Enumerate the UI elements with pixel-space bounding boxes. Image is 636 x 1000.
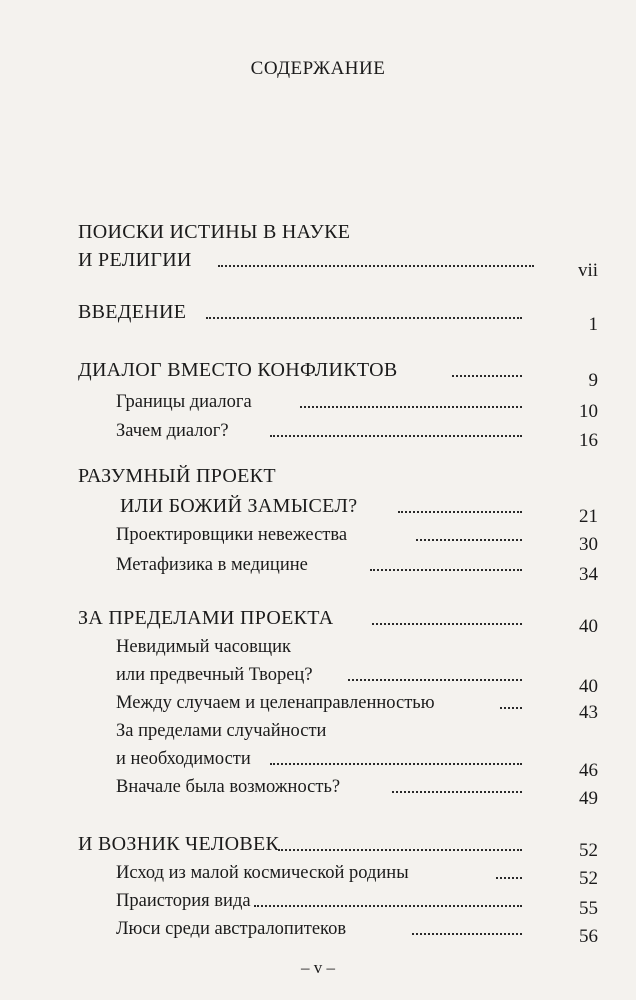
leader-dots (270, 435, 522, 437)
toc-page-number: 56 (579, 926, 598, 947)
toc-entry (0, 886, 636, 919)
toc-page-number: 52 (579, 840, 598, 861)
leader-dots (300, 406, 522, 408)
leader-dots (496, 877, 522, 879)
toc-entry-text: и необходимости (116, 749, 251, 769)
leader-dots (370, 569, 522, 571)
toc-page-number: 46 (579, 760, 598, 781)
toc-entry-text: ЗА ПРЕДЕЛАМИ ПРОЕКТА (78, 607, 334, 629)
toc-entry-text: Проектировщики невежества (116, 525, 348, 545)
toc-entry (0, 660, 636, 697)
toc-entry (0, 356, 636, 391)
leader-dots (348, 679, 522, 681)
leader-dots (372, 623, 522, 625)
toc-page-number: vii (577, 260, 598, 281)
toc-entry-text: Исход из малой космической родины (116, 863, 409, 883)
toc-page-number: 30 (579, 534, 598, 555)
page-number-footer: – v – (301, 958, 335, 977)
leader-dots (398, 511, 522, 513)
leader-dots (278, 849, 522, 851)
leader-dots (218, 265, 534, 267)
toc-entry-text: За пределами случайности (116, 721, 327, 741)
leader-dots (452, 375, 522, 377)
toc-entry (0, 858, 636, 888)
toc-page-number: 16 (579, 430, 598, 451)
toc-entry-text: ИЛИ БОЖИЙ ЗАМЫСЕЛ? (120, 495, 358, 517)
leader-dots (416, 539, 522, 541)
leader-dots (412, 933, 522, 935)
leader-dots (254, 905, 522, 907)
toc-entry-text: Праистория вида (116, 891, 251, 911)
toc-entry-text: Люси среди австралопитеков (116, 919, 347, 939)
toc-page-number: 34 (579, 564, 598, 585)
toc-entry-text: ДИАЛОГ ВМЕСТО КОНФЛИКТОВ (78, 359, 398, 381)
toc-entry (0, 632, 636, 662)
toc-entry-text: РАЗУМНЫЙ ПРОЕКТ (78, 465, 276, 487)
toc-page-number: 52 (579, 868, 598, 889)
toc-entry-text: Невидимый часовщик (116, 637, 292, 657)
toc-entry (0, 772, 636, 809)
toc-page-number: 43 (579, 702, 598, 723)
leader-dots (270, 763, 522, 765)
toc-page-number: 49 (579, 788, 598, 809)
toc-entry (0, 298, 636, 335)
toc-entry-text: Границы диалога (116, 392, 252, 412)
toc-entry-text: ВВЕДЕНИЕ (78, 301, 187, 323)
toc-entry (0, 716, 636, 746)
toc-entry (0, 550, 636, 585)
toc-page-number: 9 (588, 370, 598, 391)
toc-entry-text: И ВОЗНИК ЧЕЛОВЕК (78, 833, 280, 855)
toc-entry (0, 492, 636, 527)
toc-page-number: 40 (579, 676, 598, 697)
toc-entry (0, 744, 636, 781)
toc-entry (0, 914, 636, 947)
toc-page-number: 40 (579, 616, 598, 637)
toc-entry-text: ПОИСКИ ИСТИНЫ В НАУКЕ (78, 221, 351, 243)
toc-entry (0, 218, 636, 248)
toc-page-number: 10 (579, 401, 598, 422)
toc-entry (0, 387, 636, 422)
leader-dots (392, 791, 522, 793)
toc-page-number: 55 (579, 898, 598, 919)
toc-entry-text: И РЕЛИГИИ (78, 249, 192, 271)
toc-entry (0, 246, 636, 281)
toc-entry (0, 830, 636, 860)
page-title: СОДЕРЖАНИЕ (250, 58, 386, 79)
toc-entry-text: Между случаем и целенаправленностью (116, 693, 435, 713)
toc-page-number: 21 (579, 506, 598, 527)
toc-entry-text: Вначале была возможность? (116, 777, 341, 797)
toc-entry-text: Метафизика в медицине (116, 555, 308, 575)
toc-entry (0, 604, 636, 637)
toc-entry-text: Зачем диалог? (116, 421, 229, 441)
toc-entry (0, 688, 636, 723)
toc-entry-text: или предвечный Творец? (116, 665, 313, 685)
toc-entry (0, 462, 636, 492)
toc-entry (0, 520, 636, 555)
leader-dots (500, 707, 522, 709)
toc-page-number: 1 (588, 314, 598, 335)
leader-dots (206, 317, 522, 319)
toc-entry (0, 416, 636, 451)
